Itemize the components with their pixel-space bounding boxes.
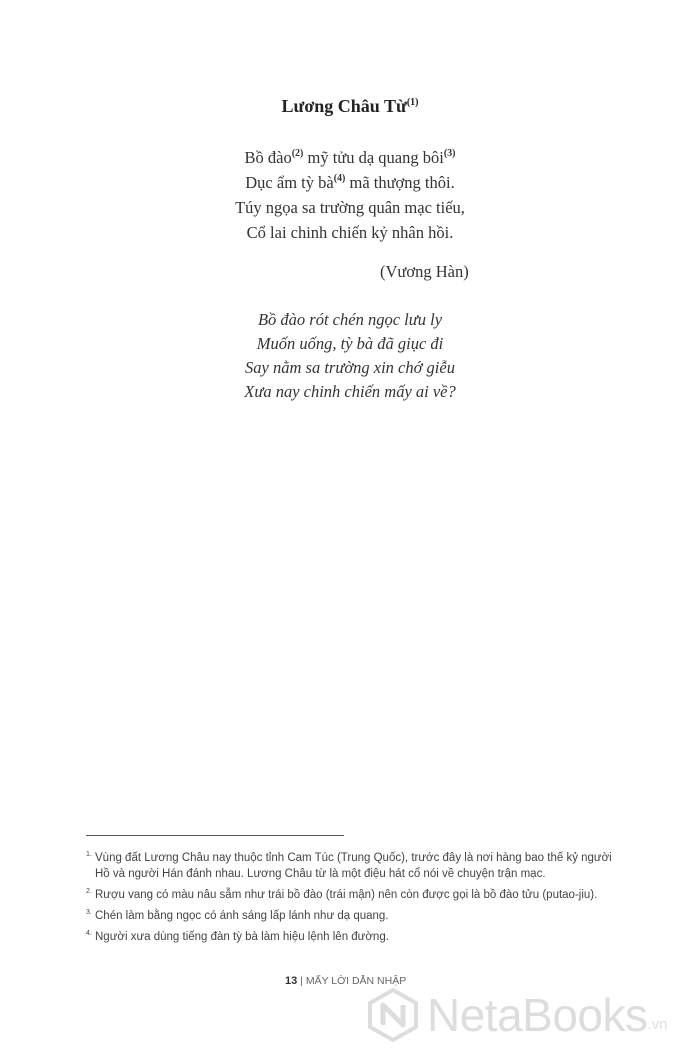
footnote-ref-1: (1) xyxy=(406,97,419,108)
poem-line: Cổ lai chinh chiến kỷ nhân hồi. xyxy=(246,223,454,242)
footnote-number: 4. xyxy=(86,930,92,937)
watermark-brand: NetaBooks xyxy=(427,989,648,1041)
footnote-number: 3. xyxy=(86,909,92,916)
watermark-suffix: .vn xyxy=(647,1016,668,1033)
footnote-ref-2: (2) xyxy=(291,148,304,159)
section-title: MẤY LỜI DẪN NHẬP xyxy=(305,975,407,987)
poem-title xyxy=(0,96,700,117)
footnote-text: Vùng đất Lương Châu nay thuộc tỉnh Cam Túc (Trung Quốc), trước đây là nơi hàng bao thế kỷ người Hồ và người Hán đánh nhau. Lương Châu từ là một điệu hát cổ nói về chuyện trận mạc. xyxy=(95,852,612,880)
footnote-divider xyxy=(86,835,344,836)
translated-poem xyxy=(0,308,700,404)
footnote-item xyxy=(86,850,626,882)
poem-line: Bồ đào$^{(2)}$ mỹ tửu dạ quang bôi$^{(3)}$ xyxy=(244,148,456,167)
footnote-text: Chén làm bằng ngọc có ánh sáng lấp lánh như dạ quang. xyxy=(95,910,389,922)
footnotes xyxy=(86,850,626,950)
footnote-ref-4: (4) xyxy=(333,173,346,184)
original-poem xyxy=(0,145,700,245)
footer-separator: | xyxy=(297,975,306,987)
footnote-item xyxy=(86,908,626,924)
footnote-item xyxy=(86,929,626,945)
poem-title-text: Lương Châu Từ xyxy=(281,96,407,116)
translation-line: Bồ đào rót chén ngọc lưu ly xyxy=(257,310,443,329)
poem-author: (Vương Hàn) xyxy=(380,262,469,281)
footnote-item xyxy=(86,887,626,903)
netabooks-logo-icon xyxy=(365,987,421,1043)
footnote-ref-3: (3) xyxy=(443,148,456,159)
page-number: 13 xyxy=(285,975,298,987)
footnote-number: 1. xyxy=(86,851,92,858)
translation-line: Say nằm sa trường xin chớ giễu xyxy=(245,358,455,377)
footnote-text: Rượu vang có màu nâu sẫm như trái bồ đào (trái mận) nên còn được gọi là bồ đào tửu (putao-jiu). xyxy=(95,889,598,901)
poem-line: Dục ẩm tỳ bà$^{(4)}$ mã thượng thôi. xyxy=(245,173,455,192)
poem-line: Túy ngọa sa trường quân mạc tiếu, xyxy=(235,198,465,217)
footnote-text: Người xưa dùng tiếng đàn tỳ bà làm hiệu lệnh lên đường. xyxy=(95,931,389,943)
translation-line: Muốn uống, tỳ bà đã giục đi xyxy=(256,334,444,353)
watermark xyxy=(365,985,695,1045)
footnote-number: 2. xyxy=(86,888,92,895)
translation-line: Xưa nay chinh chiến mấy ai về? xyxy=(244,382,456,401)
